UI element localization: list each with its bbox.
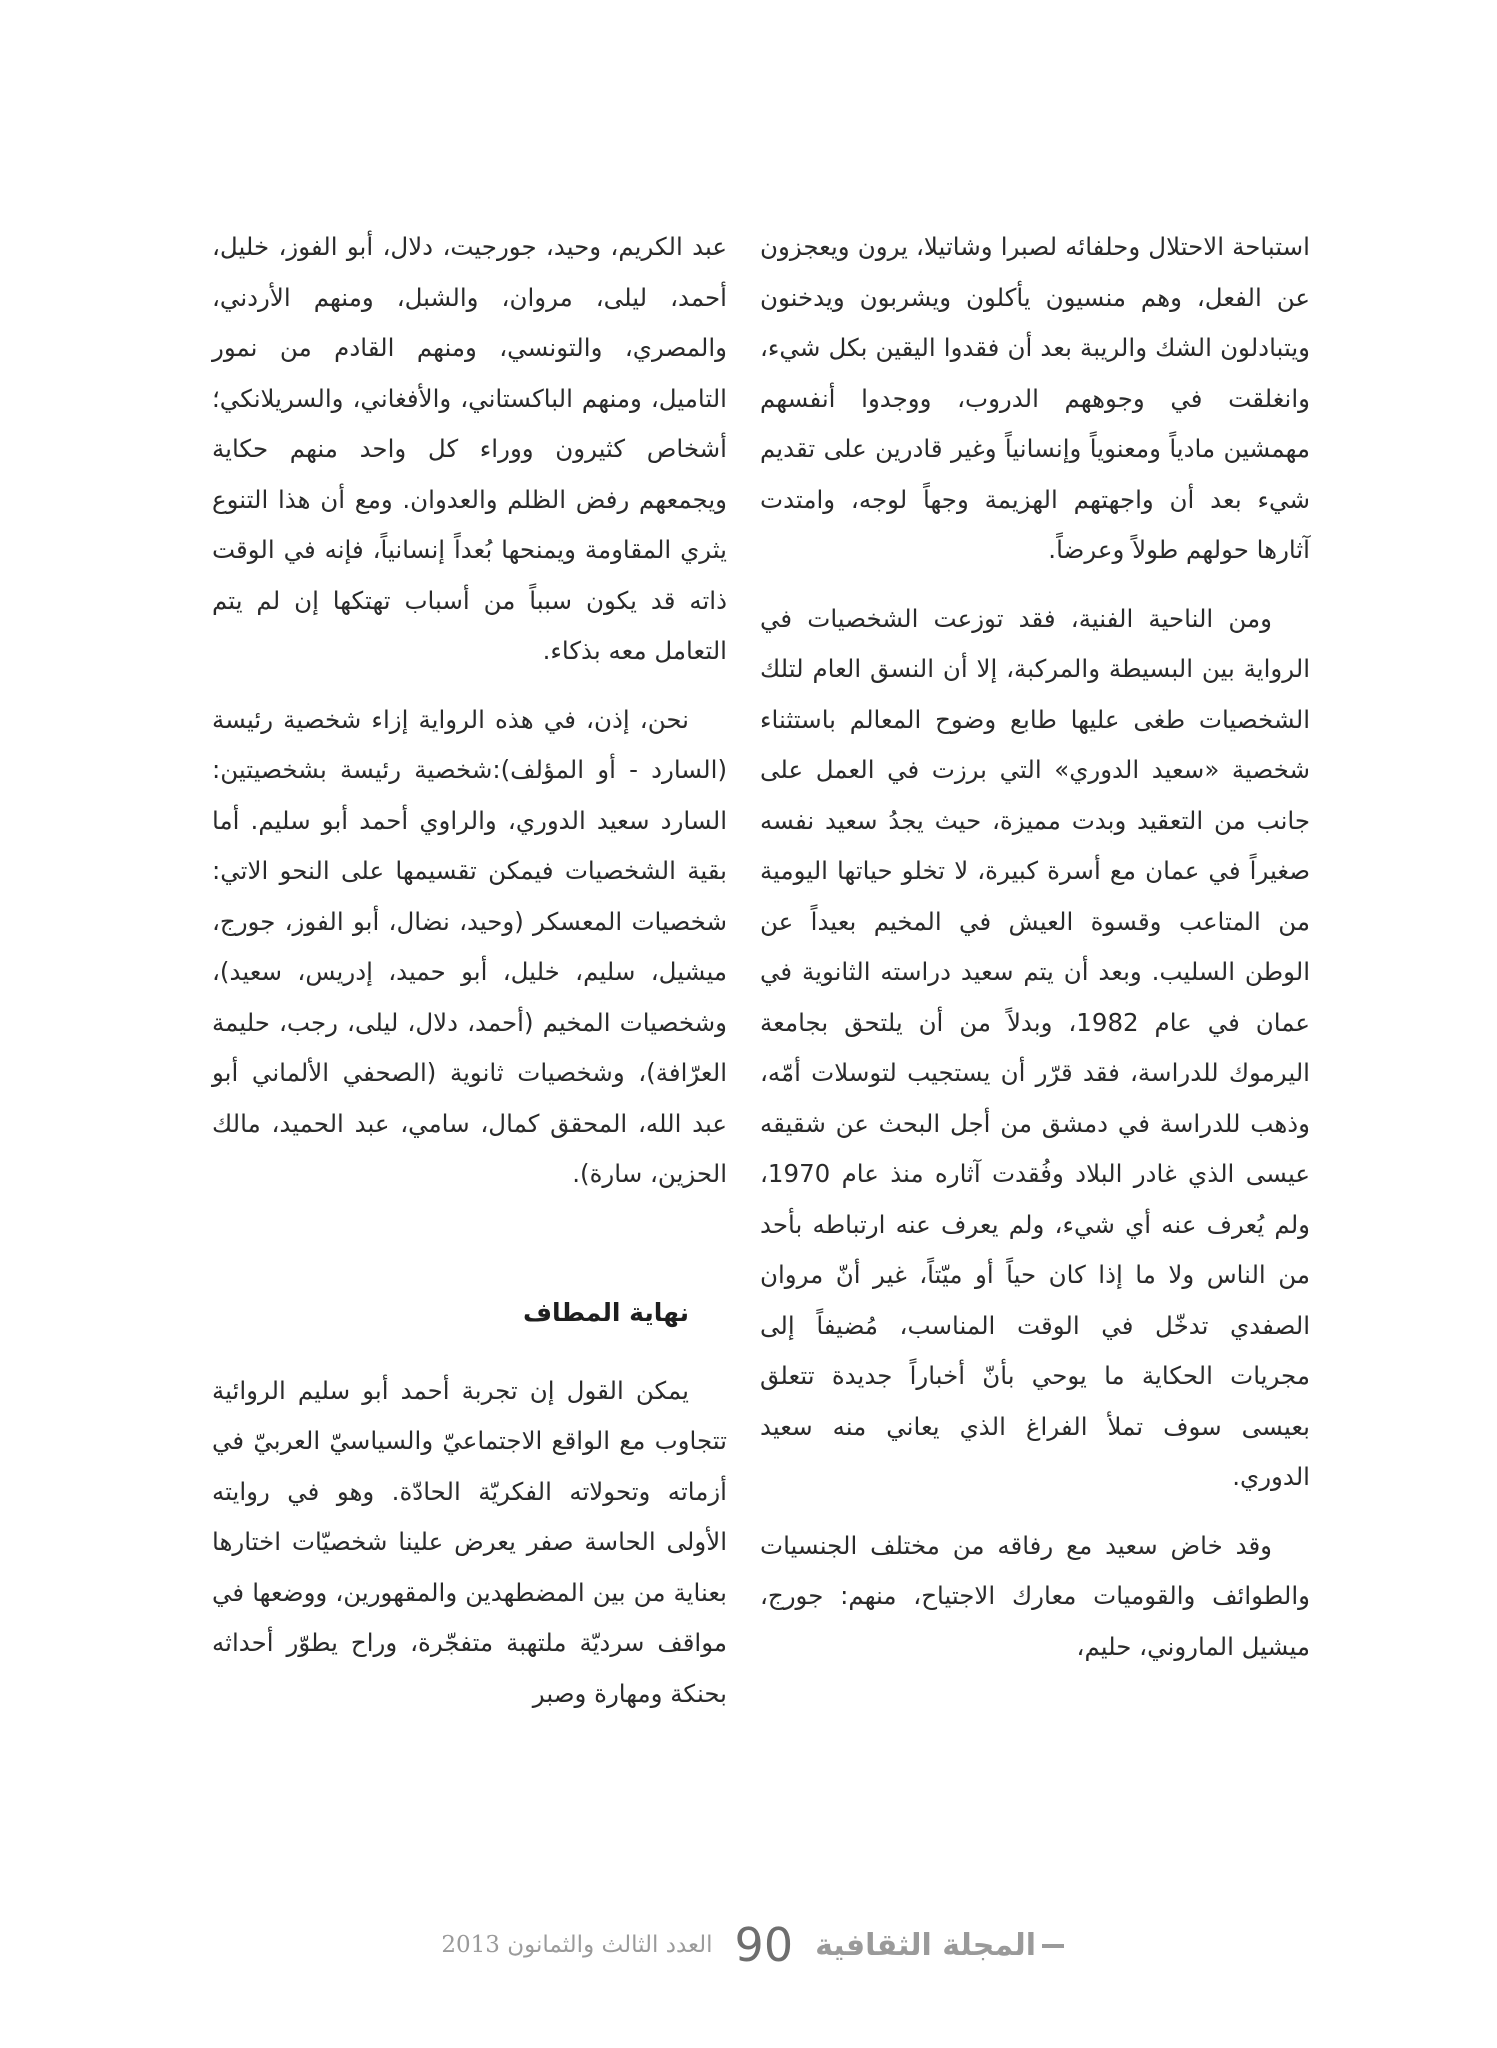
paragraph: نحن، إذن، في هذه الرواية إزاء شخصية رئيسة (السارد - أو المؤلف):شخصية رئيسة بشخصيتين: السارد سعيد الدوري، والراوي أحمد أبو سليم. أما بقية الشخصيات فيمكن تقسيمها على النحو الاتي: شخصيات المعسكر (وحيد، نضال، أبو الفوز، جورج، ميشيل، سليم، خليل، أبو حميد، إدريس، سعيد)، وشخصيات المخيم (أحمد، دلال، ليلى، رجب، حليمة العرّافة)، وشخصيات ثانوية (الصحفي الألماني أبو عبد الله، المحقق كمال، سامي، عبد الحميد، مالك الحزين، سارة). (212, 704, 727, 1188)
issue-label: العدد الثالث والثمانون 2013 (441, 1932, 713, 1958)
right-text-column (760, 222, 1310, 1690)
section-heading: نهاية المطاف (522, 1297, 689, 1327)
paragraph: وقد خاض سعيد مع رفاقه من مختلف الجنسيات والطوائف والقوميات معارك الاجتياح، منهم: جورج، ميشيل الماروني، حليم، (760, 1530, 1310, 1661)
page-footer (430, 1915, 1070, 1975)
paragraph: عبد الكريم، وحيد، جورجيت، دلال، أبو الفوز، خليل، أحمد، ليلى، مروان، والشبل، ومنهم الأردني، والمصري، والتونسي، ومنهم القادم من نمور التاميل، ومنهم الباكستاني، والأفغاني، والسريلانكي؛ أشخاص كثيرون ووراء كل واحد منهم حكاية ويجمعهم رفض الظلم والعدوان. ومع أن هذا التنوع يثري المقاومة ويمنحها بُعداً إنسانياً، فإنه في الوقت ذاته قد يكون سبباً من أسباب تهتكها إن لم يتم التعامل معه بذكاء. (212, 232, 727, 665)
magazine-title (815, 1928, 1070, 1963)
page-number: 90 (734, 1918, 794, 1972)
paragraph: استباحة الاحتلال وحلفائه لصبرا وشاتيلا، يرون ويعجزون عن الفعل، وهم منسيون يأكلون ويشربون ويدخنون ويتبادلون الشك والريبة بعد أن فقدوا اليقين بكل شيء، وانغلقت في وجوههم الدروب، ووجدوا أنفسهم مهمشين مادياً ومعنوياً وإنسانياً وغير قادرين على تقديم شيء بعد أن واجهتهم الهزيمة وجهاً لوجه، وامتدت آثارها حولهم طولاً وعرضاً. (760, 232, 1310, 564)
magazine-title-text: المجلة الثقافية (815, 1927, 1036, 1963)
title-bar-decoration (1042, 1944, 1064, 1948)
paragraph: يمكن القول إن تجربة أحمد أبو سليم الروائية تتجاوب مع الواقع الاجتماعيّ والسياسيّ العربيّ في أزماته وتحولاته الفكريّة الحادّة. وهو في روايته الأولى الحاسة صفر يعرض علينا شخصيّات اختارها بعناية من بين المضطهدين والمقهورين، ووضعها في مواقف سرديّة ملتهبة متفجّرة، وراح يطوّر أحداثه بحنكة ومهارة وصبر (212, 1375, 727, 1708)
left-text-column (212, 222, 727, 1737)
paragraph: ومن الناحية الفنية، فقد توزعت الشخصيات في الرواية بين البسيطة والمركبة، إلا أن النسق العام لتلك الشخصيات طغى عليها طابع وضوح المعالم باستثناء شخصية «سعيد الدوري» التي برزت في العمل على جانب من التعقيد وبدت مميزة، حيث يجدُ سعيد نفسه صغيراً في عمان مع أسرة كبيرة، لا تخلو حياتها اليومية من المتاعب وقسوة العيش في المخيم بعيداً عن الوطن السليب. وبعد أن يتم سعيد دراسته الثانوية في عمان في عام 1982، وبدلاً من أن يلتحق بجامعة اليرموك للدراسة، فقد قرّر أن يستجيب لتوسلات أمّه، وذهب للدراسة في دمشق من أجل البحث عن شقيقه عيسى الذي غادر البلاد وفُقدت آثاره منذ عام 1970، ولم يُعرف عنه أي شيء، ولم يعرف عنه ارتباطه بأحد من الناس ولا ما إذا كان حياً أو ميّتاً، غير أنّ مروان الصفدي تدخّل في الوقت المناسب، مُضيفاً إلى مجريات الحكاية ما يوحي بأنّ أخباراً جديدة تتعلق بعيسى سوف تملأ الفراغ الذي يعاني منه سعيد الدوري. (760, 603, 1310, 1491)
